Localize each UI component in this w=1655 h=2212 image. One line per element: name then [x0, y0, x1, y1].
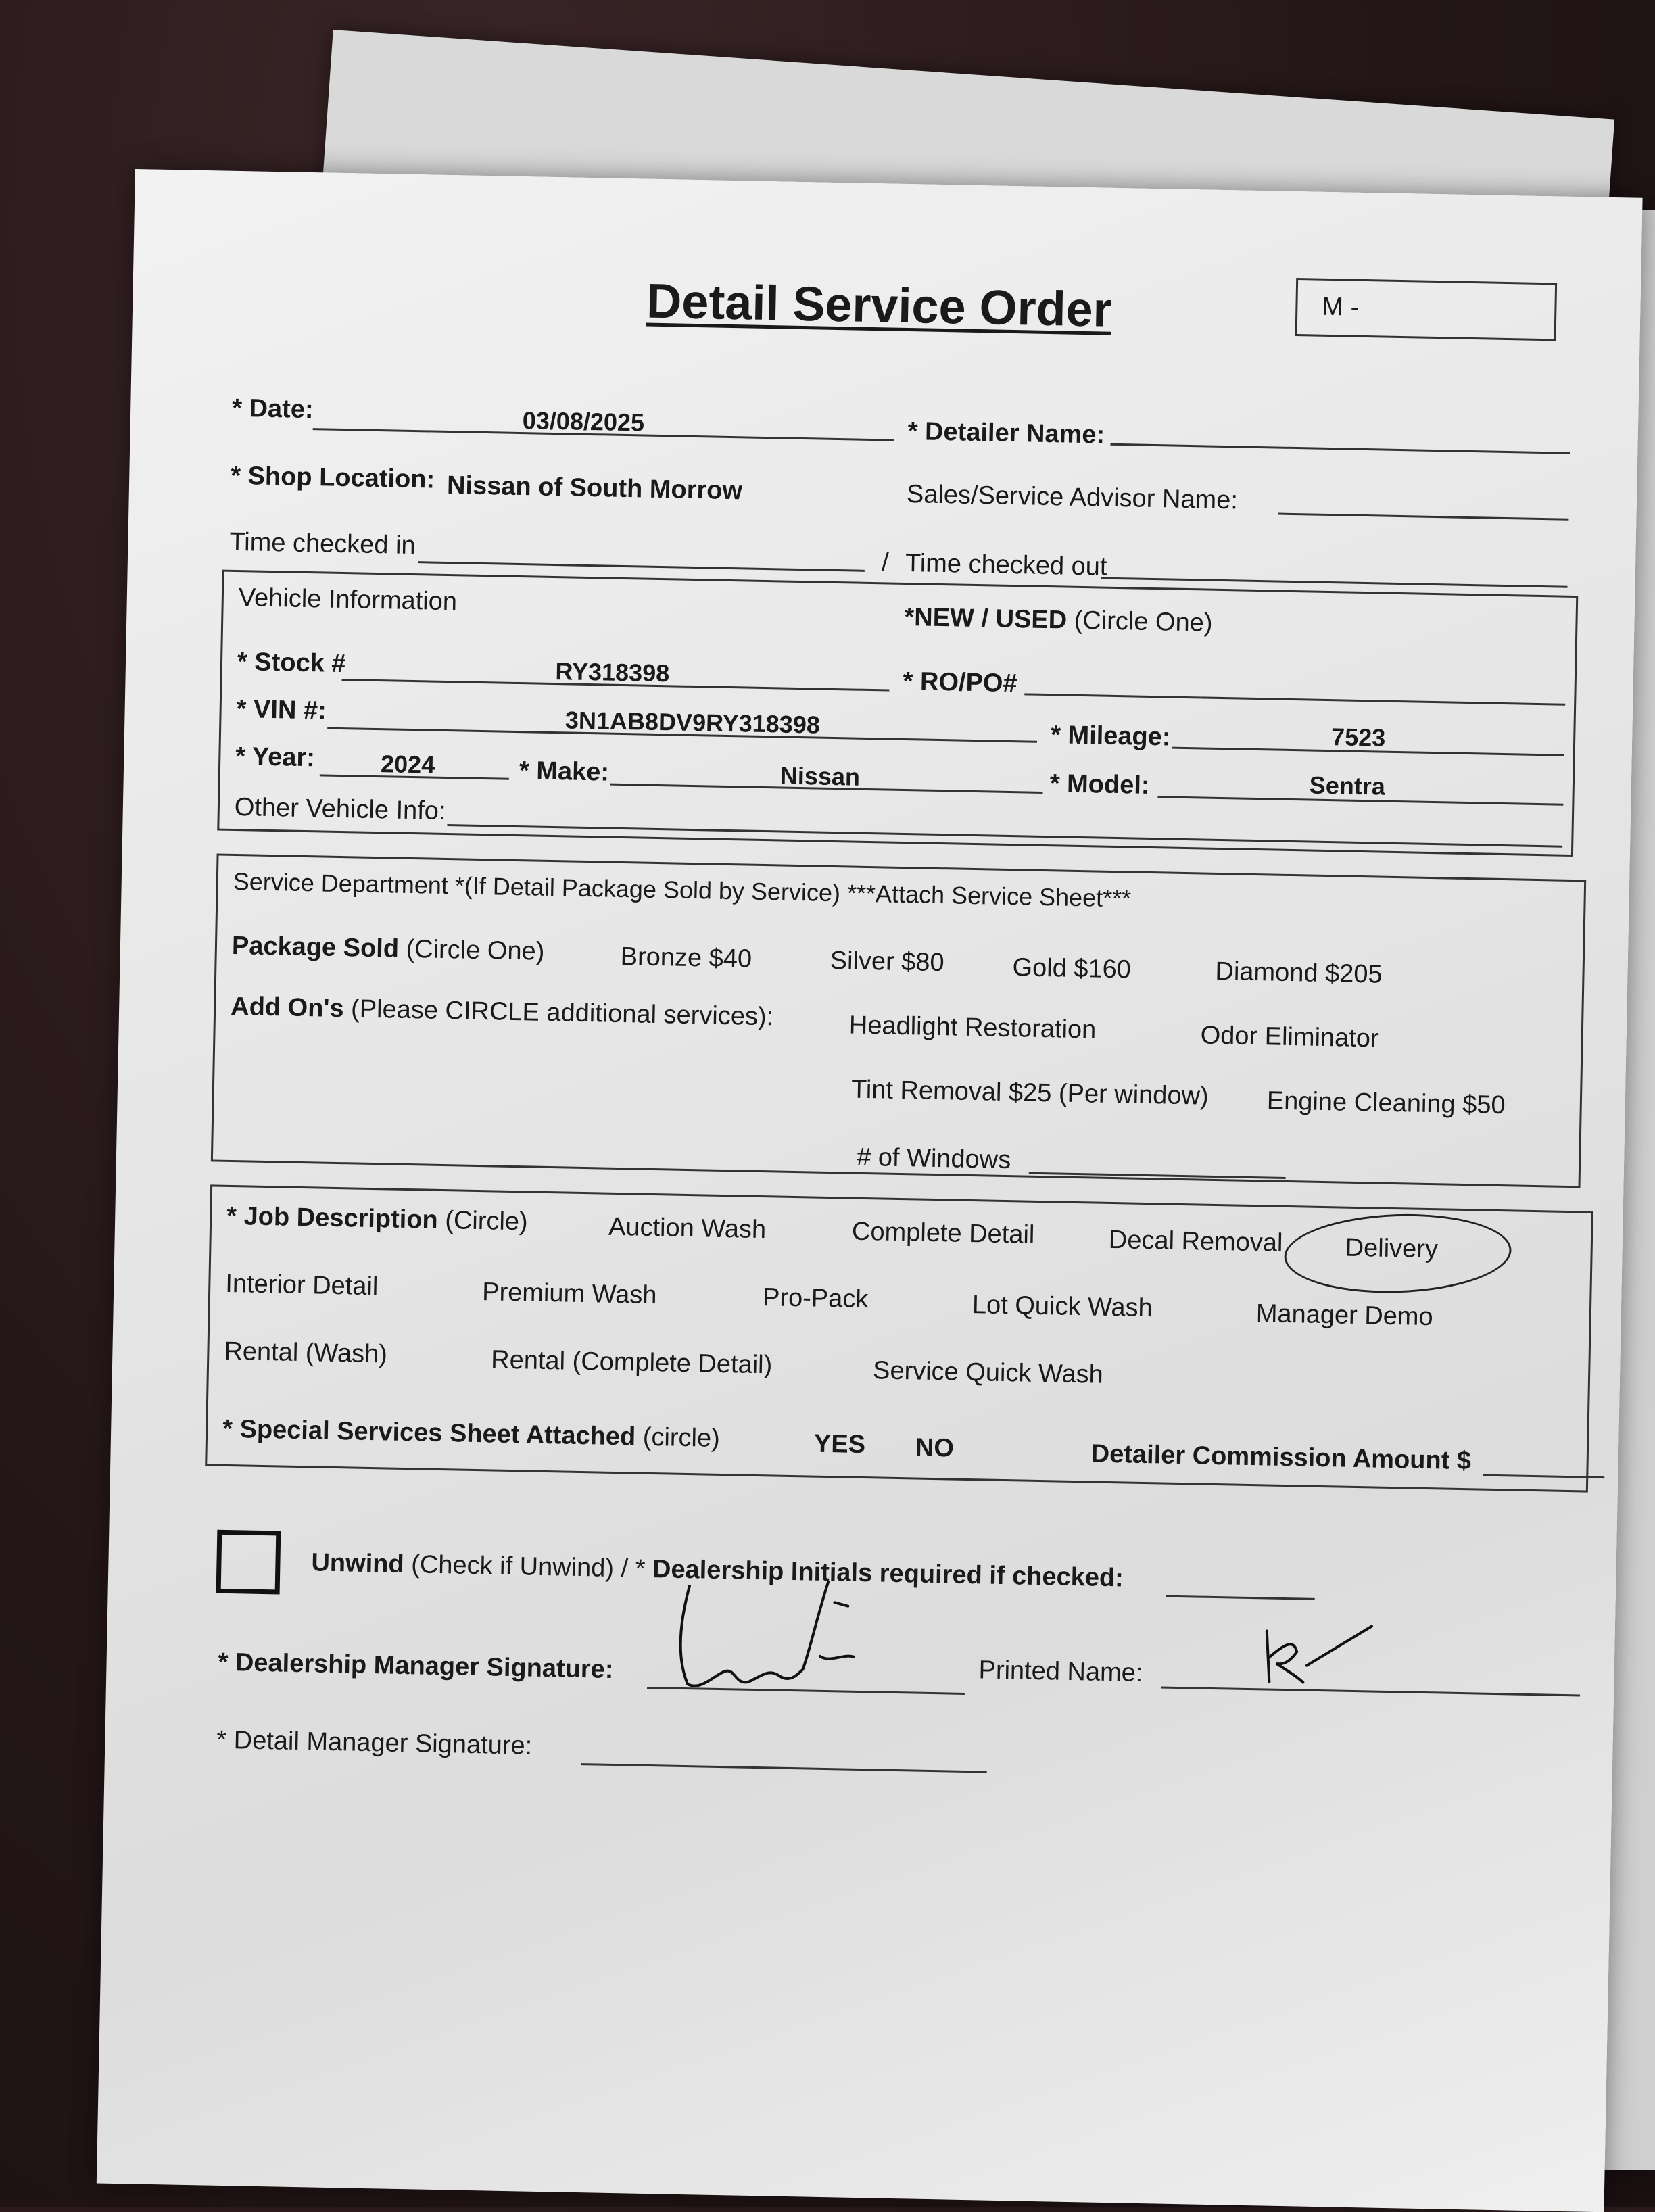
- addon-engine-cleaning[interactable]: Engine Cleaning $50: [1266, 1086, 1506, 1120]
- package-diamond[interactable]: Diamond $205: [1215, 957, 1383, 989]
- order-number-label: M -: [1322, 292, 1360, 322]
- time-checked-in-line[interactable]: [418, 561, 865, 572]
- job-auction-wash[interactable]: Auction Wash: [608, 1212, 767, 1245]
- time-checked-in-label: Time checked in: [229, 527, 416, 560]
- stock-label: * Stock #: [237, 648, 346, 679]
- job-premium-wash[interactable]: Premium Wash: [481, 1278, 657, 1310]
- package-bronze[interactable]: Bronze $40: [620, 942, 752, 973]
- job-service-quick-wash[interactable]: Service Quick Wash: [872, 1356, 1104, 1389]
- job-complete-detail[interactable]: Complete Detail: [851, 1217, 1035, 1249]
- addons-title: Add On's: [230, 992, 344, 1024]
- job-rental-wash[interactable]: Rental (Wash): [224, 1337, 388, 1369]
- new-used-options[interactable]: *NEW / USED: [904, 602, 1068, 635]
- year-label: * Year:: [235, 742, 316, 773]
- time-separator: /: [881, 548, 889, 577]
- manager-signature-label: * Dealership Manager Signature:: [218, 1648, 614, 1684]
- package-sold-title: Package Sold: [231, 931, 400, 963]
- advisor-name-line[interactable]: [1278, 513, 1568, 521]
- addon-headlight-restoration[interactable]: Headlight Restoration: [848, 1011, 1097, 1044]
- date-value: 03/08/2025: [522, 406, 645, 437]
- advisor-name-label: Sales/Service Advisor Name:: [906, 479, 1239, 515]
- service-department-heading: Service Department *(If Detail Package Sold by Service) ***Attach Service Sheet***: [233, 867, 1132, 913]
- vin-value: 3N1AB8DV9RY318398: [565, 706, 821, 739]
- special-services-note: (circle): [642, 1422, 721, 1453]
- job-manager-demo[interactable]: Manager Demo: [1255, 1299, 1434, 1332]
- job-lot-quick-wash[interactable]: Lot Quick Wash: [972, 1291, 1153, 1323]
- make-label: * Make:: [519, 756, 610, 787]
- detailer-name-line[interactable]: [1110, 443, 1570, 454]
- mileage-label: * Mileage:: [1050, 721, 1171, 752]
- detail-manager-signature-line[interactable]: [581, 1763, 987, 1773]
- addon-odor-eliminator[interactable]: Odor Eliminator: [1200, 1021, 1380, 1053]
- package-sold-note: (Circle One): [406, 934, 545, 966]
- detail-manager-signature-label: * Detail Manager Signature:: [216, 1725, 533, 1760]
- vehicle-info-heading: Vehicle Information: [238, 583, 458, 617]
- package-sold-label: [232, 932, 545, 967]
- make-value: Nissan: [779, 761, 861, 791]
- package-silver[interactable]: Silver $80: [830, 946, 945, 978]
- other-vehicle-info-label: Other Vehicle Info:: [234, 792, 446, 825]
- detailer-name-label: * Detailer Name:: [907, 417, 1105, 450]
- job-pro-pack[interactable]: Pro-Pack: [762, 1283, 869, 1314]
- commission-label: Detailer Commission Amount $: [1090, 1439, 1472, 1476]
- printed-name-label: Printed Name:: [978, 1656, 1143, 1688]
- mileage-value: 7523: [1330, 723, 1386, 752]
- job-rental-complete-detail[interactable]: Rental (Complete Detail): [490, 1345, 773, 1380]
- special-services-title: * Special Services Sheet Attached: [222, 1414, 636, 1451]
- shop-location-label: * Shop Location:: [230, 461, 435, 494]
- unwind-note: (Check if Unwind) / *: [410, 1550, 646, 1583]
- job-decal-removal[interactable]: Decal Removal: [1108, 1225, 1283, 1257]
- initials-line[interactable]: [1166, 1595, 1315, 1600]
- detail-service-order-form: [97, 169, 1643, 2212]
- special-services-no[interactable]: NO: [915, 1433, 955, 1463]
- stock-value: RY318398: [555, 657, 670, 688]
- order-number-box[interactable]: [1295, 278, 1558, 341]
- windows-count-label: # of Windows: [856, 1143, 1011, 1175]
- job-description-note: (Circle): [444, 1206, 529, 1236]
- addon-tint-removal[interactable]: Tint Removal $25 (Per window): [850, 1075, 1209, 1111]
- form-title: Detail Service Order: [646, 274, 1113, 337]
- unwind-title: Unwind: [311, 1548, 405, 1579]
- printed-name-initials: [1255, 1617, 1378, 1693]
- initials-label: Dealership Initials required if checked:: [652, 1555, 1124, 1593]
- date-label: * Date:: [231, 393, 314, 425]
- model-value: Sentra: [1309, 771, 1386, 800]
- manager-signature-image: [661, 1572, 879, 1698]
- vin-label: * VIN #:: [236, 695, 327, 725]
- model-label: * Model:: [1049, 769, 1150, 800]
- time-checked-out-label: Time checked out: [905, 548, 1107, 581]
- new-used-label: [904, 603, 1213, 638]
- job-delivery[interactable]: Delivery: [1345, 1233, 1439, 1264]
- job-description-title: * Job Description: [226, 1201, 439, 1234]
- job-description-label: [226, 1202, 528, 1237]
- unwind-checkbox[interactable]: [216, 1530, 281, 1595]
- year-value: 2024: [380, 750, 435, 779]
- shop-location-value: Nissan of South Morrow: [446, 471, 743, 506]
- ropo-label: * RO/PO#: [903, 667, 1017, 698]
- addons-note: (Please CIRCLE additional services):: [350, 994, 774, 1032]
- new-used-note: (Circle One): [1074, 606, 1213, 638]
- special-services-yes[interactable]: YES: [813, 1429, 866, 1460]
- time-checked-out-line[interactable]: [1101, 577, 1568, 588]
- job-interior-detail[interactable]: Interior Detail: [224, 1269, 379, 1301]
- package-gold[interactable]: Gold $160: [1012, 953, 1132, 984]
